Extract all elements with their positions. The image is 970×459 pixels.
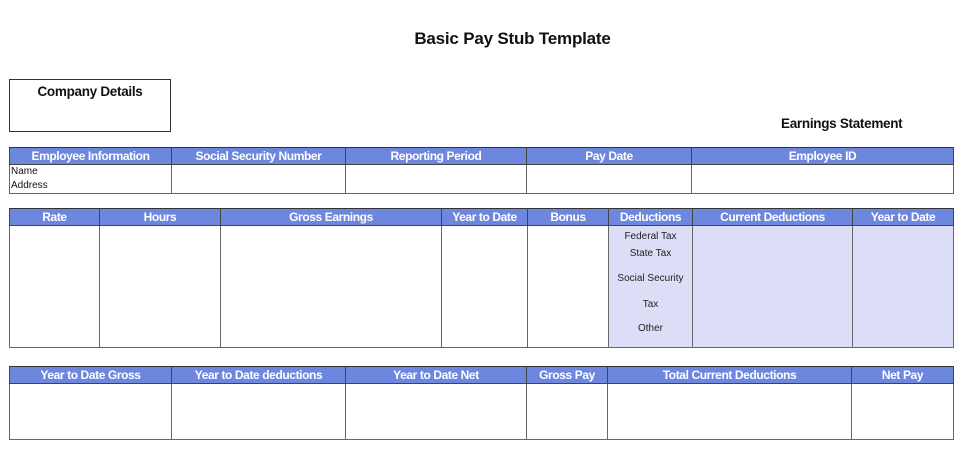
- current-deductions-cell[interactable]: [693, 226, 853, 348]
- net-pay-cell[interactable]: [852, 384, 954, 440]
- header-year-to-date-gross: Year to Date Gross: [10, 367, 172, 384]
- hours-cell[interactable]: [100, 226, 221, 348]
- year-to-date-deductions-cell[interactable]: [172, 384, 346, 440]
- header-year-to-date-net: Year to Date Net: [346, 367, 527, 384]
- header-pay-date: Pay Date: [527, 148, 692, 165]
- earnings-table: [9, 208, 954, 348]
- year-to-date-net-cell[interactable]: [346, 384, 527, 440]
- deduction-tax: Tax: [642, 299, 659, 310]
- earnings-statement-label: Earnings Statement: [781, 116, 903, 131]
- header-hours: Hours: [100, 209, 221, 226]
- header-employee-id: Employee ID: [692, 148, 954, 165]
- header-gross-pay: Gross Pay: [527, 367, 608, 384]
- header-social-security-number: Social Security Number: [172, 148, 346, 165]
- header-gross-earnings: Gross Earnings: [221, 209, 442, 226]
- deduction-federal-tax: Federal Tax: [624, 231, 677, 242]
- header-deductions-year-to-date: Year to Date: [853, 209, 954, 226]
- header-year-to-date: Year to Date: [442, 209, 528, 226]
- employee-name-label: Name: [11, 166, 38, 177]
- year-to-date-cell[interactable]: [442, 226, 528, 348]
- employee-id-cell[interactable]: [692, 165, 954, 194]
- header-current-deductions: Current Deductions: [693, 209, 853, 226]
- bonus-cell[interactable]: [528, 226, 609, 348]
- header-net-pay: Net Pay: [852, 367, 954, 384]
- header-bonus: Bonus: [528, 209, 609, 226]
- pay-date-cell[interactable]: [527, 165, 692, 194]
- gross-earnings-cell[interactable]: [221, 226, 442, 348]
- header-employee-information: Employee Information: [10, 148, 172, 165]
- social-security-number-cell[interactable]: [172, 165, 346, 194]
- deduction-social-security: Social Security: [617, 273, 684, 284]
- year-to-date-gross-cell[interactable]: [10, 384, 172, 440]
- deduction-other: Other: [637, 323, 663, 334]
- header-year-to-date-deductions: Year to Date deductions: [172, 367, 346, 384]
- header-total-current-deductions: Total Current Deductions: [608, 367, 852, 384]
- page-title: Basic Pay Stub Template: [414, 29, 611, 48]
- employee-info-table: [9, 147, 954, 194]
- reporting-period-cell[interactable]: [346, 165, 527, 194]
- gross-pay-cell[interactable]: [527, 384, 608, 440]
- deductions-year-to-date-cell[interactable]: [853, 226, 954, 348]
- rate-cell[interactable]: [10, 226, 100, 348]
- deduction-state-tax: State Tax: [629, 248, 672, 259]
- totals-table: [9, 366, 954, 440]
- header-reporting-period: Reporting Period: [346, 148, 527, 165]
- total-current-deductions-cell[interactable]: [608, 384, 852, 440]
- header-deductions: Deductions: [609, 209, 693, 226]
- company-details-box[interactable]: [9, 79, 171, 132]
- employee-information-cell[interactable]: [10, 165, 172, 194]
- employee-address-label: Address: [11, 180, 48, 191]
- company-details-label: Company Details: [37, 84, 143, 99]
- deductions-list-cell: [609, 226, 693, 348]
- header-rate: Rate: [10, 209, 100, 226]
